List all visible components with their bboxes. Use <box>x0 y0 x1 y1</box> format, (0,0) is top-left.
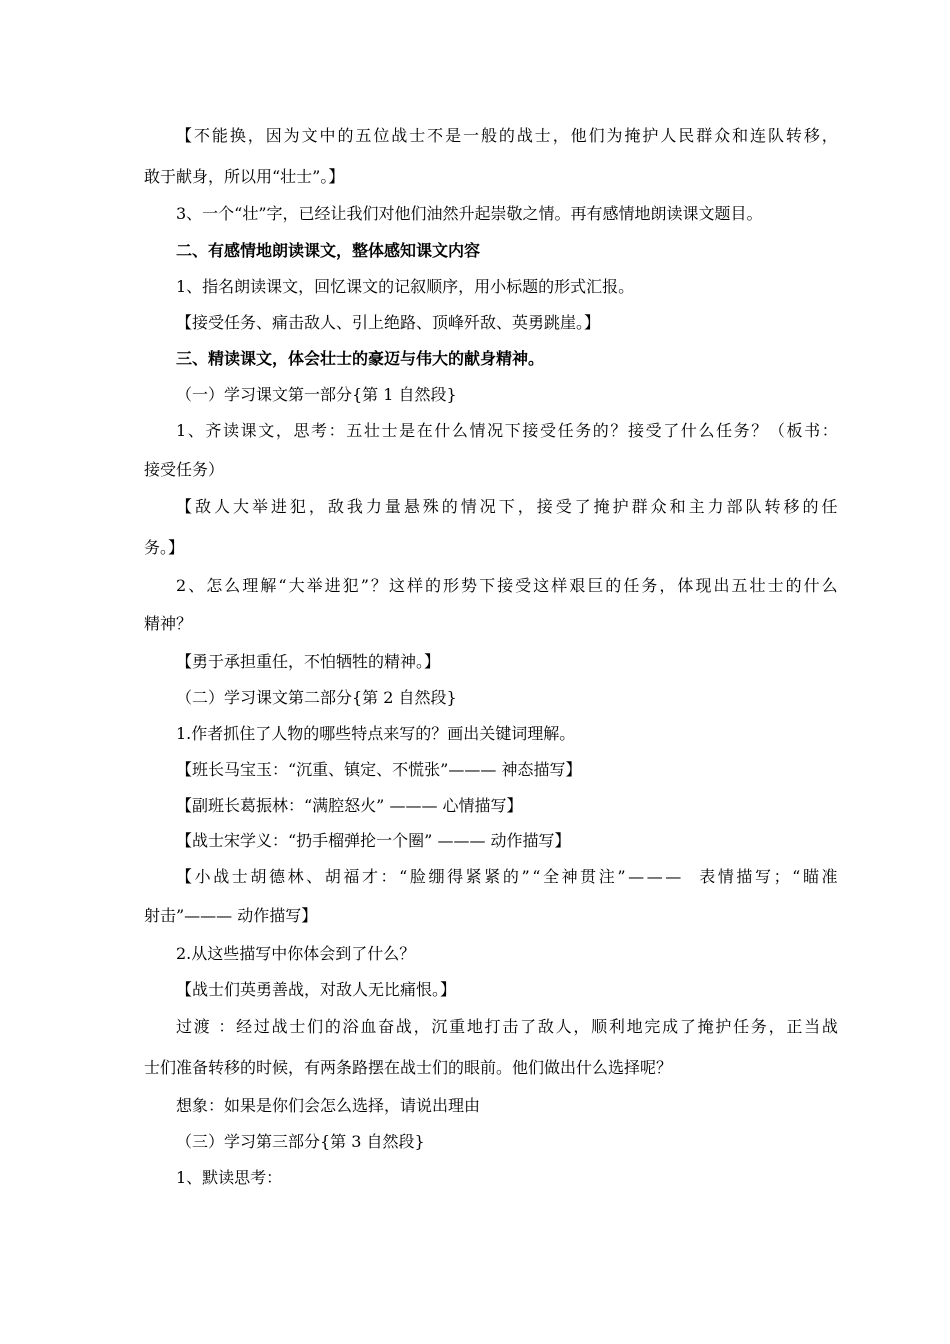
glyph: 移 <box>803 126 820 145</box>
paragraph-question-2-line2: 精神？ <box>144 614 193 633</box>
glyph: 群 <box>696 126 713 145</box>
glyph: ， <box>552 126 569 145</box>
glyph: ： <box>218 1017 235 1036</box>
glyph: 了 <box>574 497 591 516</box>
glyph: 民 <box>678 126 695 145</box>
glyph: ， <box>247 126 264 145</box>
glyph: 情 <box>460 497 477 516</box>
glyph: 敌 <box>194 497 211 516</box>
glyph: 利 <box>608 1017 625 1036</box>
glyph: 打 <box>484 1017 501 1036</box>
paragraph-question-4: 2.从这些描写中你体会到了什么？ <box>176 944 416 963</box>
glyph: 队 <box>745 497 762 516</box>
glyph: 力 <box>365 497 382 516</box>
glyph: ” <box>360 576 369 595</box>
glyph: 士 <box>767 576 784 595</box>
paragraph-description-4-line1 <box>176 867 838 887</box>
glyph: 形 <box>443 576 460 595</box>
glyph: “ <box>399 867 408 886</box>
subsection-heading-1: （一）学习课文第一部分{第 1 自然段} <box>176 385 457 404</box>
glyph: 能 <box>211 126 228 145</box>
glyph: 护 <box>642 126 659 145</box>
glyph: 战 <box>271 1017 288 1036</box>
subsection-heading-2: （二）学习课文第二部分{第 2 自然段} <box>176 688 457 707</box>
glyph: 文 <box>301 126 318 145</box>
glyph: ， <box>517 497 534 516</box>
glyph: 转 <box>785 126 802 145</box>
glyph: 注 <box>598 867 615 886</box>
glyph: 掩 <box>624 126 641 145</box>
glyph: 胡 <box>250 867 267 886</box>
glyph: 文 <box>258 421 275 440</box>
glyph <box>692 867 697 887</box>
glyph: 巨 <box>587 576 604 595</box>
glyph: 了 <box>520 1017 537 1036</box>
paragraph-description-1: 【班长马宝玉：“沉重、镇定、不慌张”——— 神态描写】 <box>176 760 582 779</box>
paragraph-answer-titles: 【接受任务、痛击敌人、引上绝路、顶峰歼敌、英勇跳崖。】 <box>176 313 601 332</box>
section-heading-2: 二、有感情地朗读课文，整体感知课文内容 <box>176 241 481 260</box>
glyph: 这 <box>388 576 405 595</box>
glyph: 接 <box>536 497 553 516</box>
glyph: 五 <box>346 421 363 440</box>
glyph: 犯 <box>289 497 306 516</box>
glyph: 掩 <box>593 497 610 516</box>
glyph: 么 <box>821 576 838 595</box>
paragraph-silent-read: 1、默读思考： <box>176 1168 283 1187</box>
glyph: 奋 <box>378 1017 395 1036</box>
glyph: 犯 <box>342 576 359 595</box>
glyph: 浴 <box>342 1017 359 1036</box>
glyph: 脸 <box>409 867 426 886</box>
paragraph-answer-2-line1 <box>176 497 838 517</box>
subsection-heading-3: （三）学习第三部分{第 3 自然段} <box>176 1132 425 1151</box>
glyph: 考 <box>311 421 328 440</box>
glyph: 护 <box>612 497 629 516</box>
glyph: 务 <box>733 421 750 440</box>
glyph: 体 <box>677 576 694 595</box>
glyph: 是 <box>399 421 416 440</box>
glyph: 是 <box>445 126 462 145</box>
glyph: 么 <box>451 421 468 440</box>
glyph: 战 <box>395 1017 412 1036</box>
glyph: 的 <box>498 126 515 145</box>
glyph: 受 <box>645 421 662 440</box>
glyph: 众 <box>714 126 731 145</box>
glyph: 、 <box>188 576 205 595</box>
glyph: 敌 <box>537 1017 554 1036</box>
glyph: 绷 <box>428 867 445 886</box>
glyph: ： <box>821 421 838 440</box>
glyph: 成 <box>662 1017 679 1036</box>
paragraph-answer-1-line1 <box>176 126 838 146</box>
glyph: 什 <box>803 576 820 595</box>
glyph: 这 <box>533 576 550 595</box>
glyph: 德 <box>268 867 285 886</box>
glyph: 过 <box>176 1017 193 1036</box>
glyph: 因 <box>265 126 282 145</box>
glyph: 下 <box>498 497 515 516</box>
glyph: 怎 <box>206 576 223 595</box>
paragraph-answer-1-line2: 敢于献身，所以用“壮士”。】 <box>144 167 345 186</box>
glyph: — <box>628 867 645 886</box>
glyph: 移 <box>783 497 800 516</box>
glyph: 的 <box>424 576 441 595</box>
glyph: 转 <box>764 497 781 516</box>
glyph: 敌 <box>327 497 344 516</box>
glyph: 情 <box>469 421 486 440</box>
glyph: 队 <box>767 126 784 145</box>
paragraph-answer-4: 【战士们英勇善战，对敌人无比痛恨。】 <box>176 980 457 999</box>
glyph: 完 <box>644 1017 661 1036</box>
glyph: 的 <box>502 867 519 886</box>
glyph: 群 <box>631 497 648 516</box>
glyph: 地 <box>466 1017 483 1036</box>
glyph: 才 <box>361 867 378 886</box>
glyph: 人 <box>555 1017 572 1036</box>
glyph: 板 <box>786 421 803 440</box>
glyph: （ <box>768 421 785 440</box>
glyph: 和 <box>669 497 686 516</box>
glyph: 的 <box>324 1017 341 1036</box>
glyph: 士 <box>231 867 248 886</box>
glyph: 艰 <box>569 576 586 595</box>
paragraph-answer-3: 【勇于承担重任，不怕牺牲的精神。】 <box>176 652 441 671</box>
glyph: 地 <box>626 1017 643 1036</box>
glyph: 不 <box>193 126 210 145</box>
glyph: 全 <box>542 867 559 886</box>
glyph: 受 <box>515 576 532 595</box>
glyph: 下 <box>479 576 496 595</box>
paragraph-question-1-line2: 接受任务） <box>144 460 225 479</box>
glyph: 我 <box>346 497 363 516</box>
glyph: 务 <box>750 1017 767 1036</box>
glyph: 【 <box>176 497 193 516</box>
glyph: 任 <box>821 497 838 516</box>
glyph: 不 <box>427 126 444 145</box>
glyph <box>684 867 689 887</box>
glyph: 们 <box>307 1017 324 1036</box>
glyph: 护 <box>715 1017 732 1036</box>
paragraph-transition-line2: 士们准备转移的时候，有两条路摆在战士们的眼前。他们做出什么选择呢？ <box>144 1058 673 1077</box>
glyph: 、 <box>306 867 323 886</box>
glyph: 了 <box>679 1017 696 1036</box>
glyph: 击 <box>502 1017 519 1036</box>
glyph: 准 <box>821 867 838 886</box>
glyph: ？ <box>751 421 768 440</box>
glyph: 的 <box>605 576 622 595</box>
paragraph-description-3: 【战士宋学义：“扔手榴弹抡一个圈” ——— 动作描写】 <box>176 831 571 850</box>
paragraph-description-4-line2: 射击”——— 动作描写】 <box>144 906 318 925</box>
glyph: 悬 <box>403 497 420 516</box>
glyph: 中 <box>319 126 336 145</box>
glyph: 接 <box>497 576 514 595</box>
glyph: 瞄 <box>802 867 819 886</box>
glyph: 出 <box>713 576 730 595</box>
glyph: 战 <box>391 126 408 145</box>
glyph: 进 <box>324 576 341 595</box>
glyph: 顺 <box>591 1017 608 1036</box>
glyph: 什 <box>434 421 451 440</box>
glyph: ： <box>328 421 345 440</box>
glyph: 战 <box>516 126 533 145</box>
glyph: ， <box>413 1017 430 1036</box>
glyph: ， <box>308 497 325 516</box>
glyph: 士 <box>289 1017 306 1036</box>
glyph: 战 <box>821 1017 838 1036</box>
glyph: 壮 <box>749 576 766 595</box>
glyph: 福 <box>343 867 360 886</box>
glyph: 况 <box>487 421 504 440</box>
glyph: ： <box>380 867 397 886</box>
glyph <box>212 1017 217 1037</box>
glyph: 壮 <box>363 421 380 440</box>
glyph: 任 <box>716 421 733 440</box>
glyph: 齐 <box>205 421 222 440</box>
glyph: 样 <box>551 576 568 595</box>
glyph: ？ <box>370 576 387 595</box>
paragraph-question-2-line1 <box>176 576 838 596</box>
glyph: 的 <box>441 497 458 516</box>
glyph: 沉 <box>431 1017 448 1036</box>
glyph: 描 <box>736 867 753 886</box>
glyph: 一 <box>463 126 480 145</box>
glyph: 神 <box>561 867 578 886</box>
glyph: 解 <box>260 576 277 595</box>
glyph: 得 <box>447 867 464 886</box>
glyph: 读 <box>223 421 240 440</box>
glyph: 受 <box>555 497 572 516</box>
glyph: 务 <box>641 576 658 595</box>
paragraph-transition-line1 <box>176 1017 838 1037</box>
paragraph-item-3: 3、一个“壮”字，已经让我们对他们油然升起崇敬之情。再有感情地朗读课文题目。 <box>176 204 763 223</box>
glyph: 紧 <box>465 867 482 886</box>
glyph: 【 <box>176 126 193 145</box>
glyph: ， <box>821 126 838 145</box>
glyph: 样 <box>406 576 423 595</box>
glyph: 接 <box>628 421 645 440</box>
glyph: 的 <box>592 421 609 440</box>
glyph: 士 <box>381 421 398 440</box>
glyph: ， <box>768 1017 785 1036</box>
glyph: 课 <box>240 421 257 440</box>
glyph: 士 <box>409 126 426 145</box>
glyph: 众 <box>650 497 667 516</box>
glyph: 受 <box>539 421 556 440</box>
glyph: 血 <box>360 1017 377 1036</box>
glyph: 任 <box>623 576 640 595</box>
paragraph-question-3: 1.作者抓住了人物的哪些特点来写的？画出关键词理解。 <box>176 724 576 743</box>
glyph: 战 <box>213 867 230 886</box>
glyph: 理 <box>242 576 259 595</box>
glyph: — <box>646 867 663 886</box>
glyph: 了 <box>663 421 680 440</box>
glyph: 五 <box>355 126 372 145</box>
glyph: 士 <box>534 126 551 145</box>
glyph: 况 <box>479 497 496 516</box>
glyph: ， <box>275 421 292 440</box>
glyph: “ <box>532 867 541 886</box>
glyph: ？ <box>610 421 627 440</box>
paragraph-imagine: 想象：如果是你们会怎么选择，请说出理由 <box>176 1096 481 1115</box>
glyph: 位 <box>373 126 390 145</box>
glyph: 2 <box>176 576 187 595</box>
glyph: 殊 <box>422 497 439 516</box>
glyph: 林 <box>287 867 304 886</box>
glyph: 部 <box>726 497 743 516</box>
glyph: 大 <box>288 576 305 595</box>
glyph: 么 <box>698 421 715 440</box>
glyph: 为 <box>283 126 300 145</box>
glyph: 思 <box>293 421 310 440</box>
glyph: 表 <box>699 867 716 886</box>
glyph: 大 <box>232 497 249 516</box>
glyph: 什 <box>680 421 697 440</box>
glyph: 为 <box>606 126 623 145</box>
glyph: 量 <box>384 497 401 516</box>
glyph: 渡 <box>193 1017 210 1036</box>
glyph: 【 <box>176 867 193 886</box>
glyph: ” <box>617 867 626 886</box>
glyph: 换 <box>229 126 246 145</box>
glyph: ； <box>773 867 790 886</box>
glyph: 主 <box>688 497 705 516</box>
glyph: 胡 <box>324 867 341 886</box>
glyph: 1 <box>176 421 187 440</box>
glyph: 下 <box>504 421 521 440</box>
glyph: 任 <box>557 421 574 440</box>
glyph: 、 <box>187 421 204 440</box>
paragraph-question-1-line1 <box>176 421 838 441</box>
glyph: 重 <box>449 1017 466 1036</box>
glyph: 举 <box>251 497 268 516</box>
glyph: 他 <box>570 126 587 145</box>
glyph: “ <box>792 867 801 886</box>
glyph: 过 <box>253 1017 270 1036</box>
glyph: 进 <box>270 497 287 516</box>
glyph: ” <box>521 867 530 886</box>
glyph: 人 <box>660 126 677 145</box>
section-heading-3: 三、精读课文，体会壮士的豪迈与伟大的献身精神。 <box>176 349 545 368</box>
glyph: 经 <box>236 1017 253 1036</box>
glyph: 接 <box>522 421 539 440</box>
glyph: 的 <box>802 497 819 516</box>
glyph: 小 <box>194 867 211 886</box>
glyph: 人 <box>213 497 230 516</box>
glyph: 正 <box>786 1017 803 1036</box>
glyph: 五 <box>731 576 748 595</box>
glyph: 当 <box>804 1017 821 1036</box>
glyph: 紧 <box>484 867 501 886</box>
paragraph-description-2: 【副班长葛振林：“满腔怒火” ——— 心情描写】 <box>176 796 523 815</box>
glyph: 的 <box>337 126 354 145</box>
glyph: 力 <box>707 497 724 516</box>
glyph: 写 <box>754 867 771 886</box>
glyph: 情 <box>717 867 734 886</box>
glyph: 现 <box>695 576 712 595</box>
glyph: 掩 <box>697 1017 714 1036</box>
glyph: 连 <box>750 126 767 145</box>
glyph: 在 <box>416 421 433 440</box>
glyph: 般 <box>480 126 497 145</box>
glyph: 势 <box>461 576 478 595</box>
glyph: 举 <box>306 576 323 595</box>
glyph: 贯 <box>580 867 597 886</box>
glyph: ， <box>573 1017 590 1036</box>
glyph: 务 <box>575 421 592 440</box>
glyph: 的 <box>785 576 802 595</box>
paragraph-item-1: 1、指名朗读课文，回忆课文的记叙顺序，用小标题的形式汇报。 <box>176 277 635 296</box>
glyph: 们 <box>588 126 605 145</box>
glyph: 么 <box>224 576 241 595</box>
glyph: — <box>665 867 682 886</box>
glyph: 和 <box>732 126 749 145</box>
glyph: 任 <box>733 1017 750 1036</box>
glyph: “ <box>278 576 287 595</box>
paragraph-answer-2-line2: 务。】 <box>144 538 185 557</box>
glyph: 书 <box>804 421 821 440</box>
glyph: ， <box>659 576 676 595</box>
